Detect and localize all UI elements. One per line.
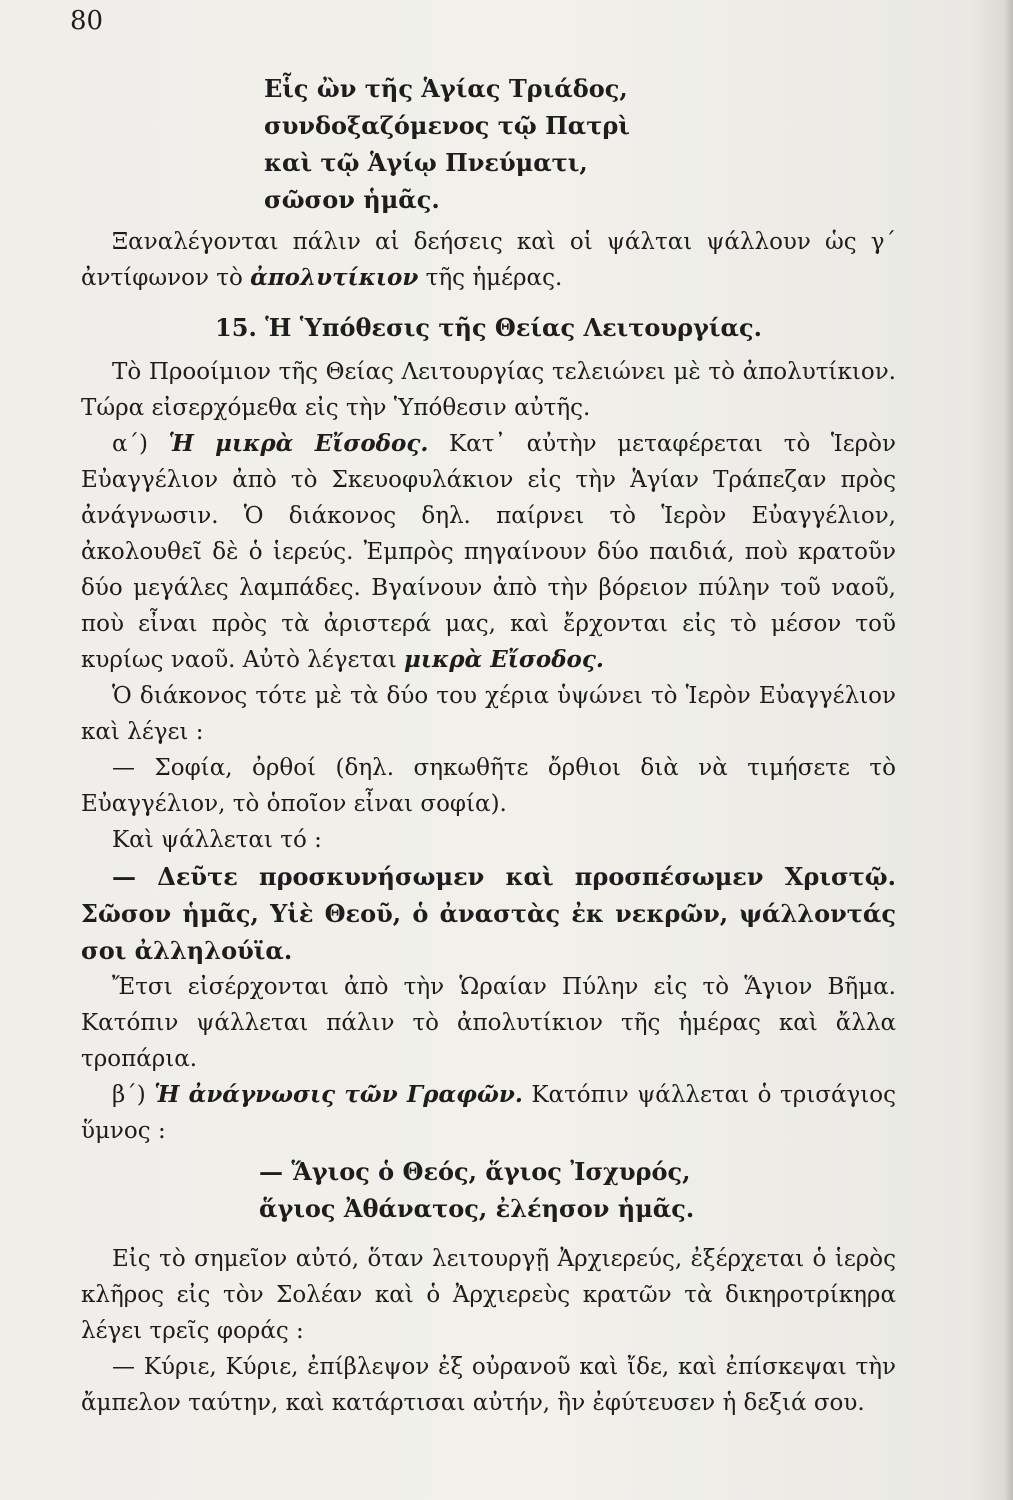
hymn-line: σῶσον ἡμᾶς. bbox=[264, 185, 440, 214]
paragraph-small-entrance: α΄) Ἡ μικρὰ Εἴσοδος. Κατ᾽ αὐτὴν μεταφέρεται τὸ Ἱερὸν Εὐαγγέλιον ἀπὸ τὸ Σκευοφυλάκιον εἰς τὴν Ἁγίαν Τράπεζαν πρὸς ἀνάγνωσιν. Ὁ διάκονος δηλ. παίρνει τὸ Ἱερὸν Εὐαγγέλιον, ἀκολουθεῖ δὲ ὁ ἱερεύς. Ἐμπρὸς πηγαίνουν δύο παιδιά, ποὺ κρατοῦν δύο μεγάλες λαμπάδες. Βγαίνουν ἀπὸ τὴν βόρειον πύλην τοῦ ναοῦ, ποὺ εἶναι πρὸς τὰ ἀριστερά μας, καὶ ἔρχονται εἰς τὸ μέσον τοῦ κυρίως ναοῦ. Αὐτὸ λέγεται μικρὰ Εἴσοδος. bbox=[81, 430, 896, 673]
paragraph-chanted: Καὶ ψάλλεται τό : bbox=[112, 827, 322, 853]
paragraph-deacon: Ὁ διάκονος τότε μὲ τὰ δύο του χέρια ὑψώνει τὸ Ἱερὸν Εὐαγγέλιον καὶ λέγει : bbox=[81, 683, 896, 745]
hymn-deute: — Δεῦτε προσκυνήσωμεν καὶ προσπέσωμεν Χριστῷ. Σῶσον ἡμᾶς, Υἱὲ Θεοῦ, ὁ ἀναστὰς ἐκ νεκρῶν, ψάλλοντάς σοι ἀλληλούϊα. bbox=[81, 862, 896, 965]
paragraph-sophia: — Σοφία, ὀρθοί (δηλ. σηκωθῆτε ὄρθιοι διὰ νὰ τιμήσετε τὸ Εὐαγγέλιον, τὸ ὁποῖον εἶναι σοφία). bbox=[81, 755, 896, 817]
small-entrance-term: μικρὰ Εἴσοδος. bbox=[404, 646, 604, 673]
hymn-intro bbox=[264, 70, 896, 218]
hymn-line: καὶ τῷ Ἁγίῳ Πνεύματι, bbox=[264, 148, 588, 177]
hymn-line: συνδοξαζόμενος τῷ Πατρὶ bbox=[264, 111, 630, 140]
readings-heading: Ἡ ἀνάγνωσις τῶν Γραφῶν. bbox=[154, 1081, 523, 1108]
paragraph-kyrie: — Κύριε, Κύριε, ἐπίβλεψον ἐξ οὐρανοῦ καὶ ἴδε, καὶ ἐπίσκεψαι τὴν ἄμπελον ταύτην, καὶ κατάρτισαι αὐτήν, ἣν ἐφύτευσεν ἡ δεξιά σου. bbox=[81, 1354, 896, 1416]
paragraph-antiphon: Ξαναλέγονται πάλιν αἱ δεήσεις καὶ οἱ ψάλται ψάλλουν ὡς γ΄ ἀντίφωνον τὸ ἀπολυτίκιον τῆς ἡμέρας. bbox=[81, 229, 896, 291]
paragraph-intro: Τὸ Προοίμιον τῆς Θείας Λειτουργίας τελειώνει μὲ τὸ ἀπολυτίκιον. Τώρα εἰσερχόμεθα εἰς τὴν Ὑπόθεσιν αὐτῆς. bbox=[81, 359, 896, 421]
paragraph-readings: β΄) Ἡ ἀνάγνωσις τῶν Γραφῶν. Κατόπιν ψάλλεται ὁ τρισάγιος ὕμνος : bbox=[81, 1081, 896, 1144]
apolytikion-term: ἀπολυτίκιον bbox=[250, 264, 419, 291]
paragraph-beautiful-gate: Ἔτσι εἰσέρχονται ἀπὸ τὴν Ὡραίαν Πύλην εἰς τὸ Ἅγιον Βῆμα. Κατόπιν ψάλλεται πάλιν τὸ ἀπολυτίκιον τῆς ἡμέρας καὶ ἄλλα τροπάρια. bbox=[81, 974, 896, 1072]
page-text bbox=[81, 70, 896, 1421]
hymn-line: Εἷς ὢν τῆς Ἁγίας Τριάδος, bbox=[264, 74, 628, 103]
section-title: 15. Ἡ Ὑπόθεσις τῆς Θείας Λειτουργίας. bbox=[215, 313, 762, 342]
page-edge-shadow bbox=[1005, 0, 1013, 1500]
paragraph-hierarch: Εἰς τὸ σημεῖον αὐτό, ὅταν λειτουργῇ Ἀρχιερεύς, ἐξέρχεται ὁ ἱερὸς κλῆρος εἰς τὸν Σολέαν καὶ ὁ Ἀρχιερεὺς κρατῶν τὰ δικηροτρίκηρα λέγει τρεῖς φοράς : bbox=[81, 1246, 896, 1344]
page-number: 80 bbox=[70, 6, 104, 36]
trisagion-hymn bbox=[259, 1153, 896, 1227]
trisagion-line: ἅγιος Ἀθάνατος, ἐλέησον ἡμᾶς. bbox=[259, 1194, 695, 1223]
trisagion-line: — Ἅγιος ὁ Θεός, ἅγιος Ἰσχυρός, bbox=[259, 1157, 691, 1186]
small-entrance-heading: Ἡ μικρὰ Εἴσοδος. bbox=[168, 430, 429, 457]
